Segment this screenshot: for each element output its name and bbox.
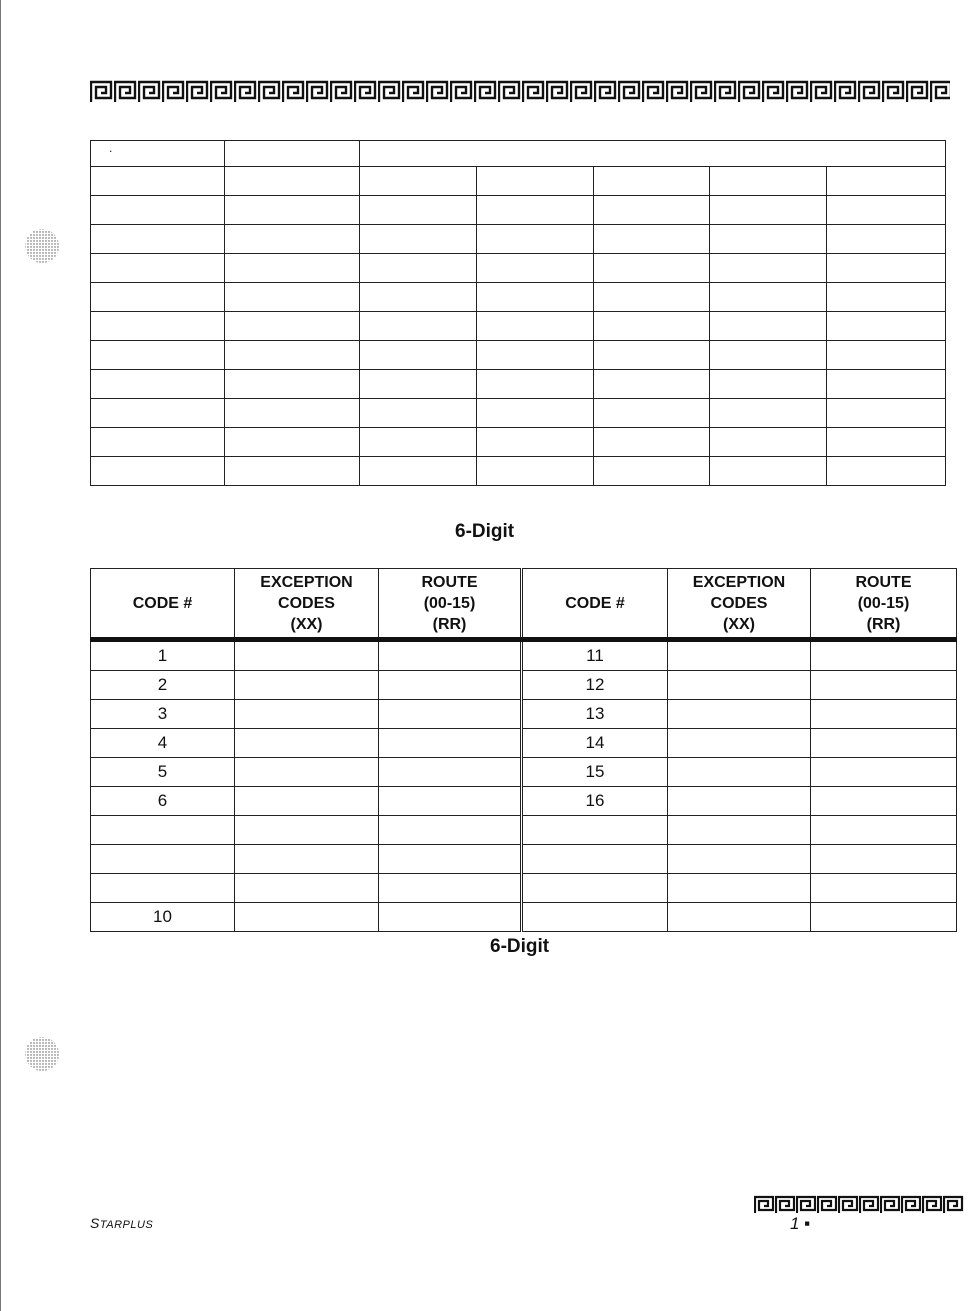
exception-codes-header: EXCEPTION CODES (XX)	[668, 569, 811, 640]
code-number: 15	[522, 758, 668, 787]
code-number: 13	[522, 700, 668, 729]
blank-route-table	[90, 140, 946, 486]
table-row	[91, 640, 957, 671]
exception-code-cell[interactable]	[235, 787, 379, 816]
table-row	[91, 225, 946, 254]
code-number	[91, 874, 235, 903]
exception-code-cell[interactable]	[668, 787, 811, 816]
exception-code-cell[interactable]	[668, 758, 811, 787]
code-number	[522, 816, 668, 845]
table-row	[91, 874, 957, 903]
code-number	[522, 903, 668, 932]
code-header: CODE #	[522, 569, 668, 640]
table-row	[91, 457, 946, 486]
route-cell[interactable]	[379, 787, 522, 816]
exception-code-cell[interactable]	[235, 640, 379, 671]
code-header: CODE #	[91, 569, 235, 640]
table-row	[91, 903, 957, 932]
table-row	[91, 428, 946, 457]
exception-code-cell[interactable]	[235, 874, 379, 903]
page-number: 1 ▪	[790, 1214, 811, 1233]
route-cell[interactable]	[379, 874, 522, 903]
table-row	[91, 729, 957, 758]
greek-key-border	[754, 1195, 964, 1215]
table-row	[91, 671, 957, 700]
exception-code-cell[interactable]	[668, 640, 811, 671]
exception-code-cell[interactable]	[668, 874, 811, 903]
brand-name: STARPLUS	[90, 1215, 154, 1231]
table-row	[91, 399, 946, 428]
binder-hole-icon	[24, 1036, 60, 1072]
code-number: 16	[522, 787, 668, 816]
exception-code-cell[interactable]	[668, 729, 811, 758]
code-number: 12	[522, 671, 668, 700]
route-cell[interactable]	[379, 845, 522, 874]
route-cell[interactable]	[811, 816, 957, 845]
route-cell[interactable]	[379, 640, 522, 671]
code-number: 5	[91, 758, 235, 787]
route-cell[interactable]	[811, 845, 957, 874]
exception-code-cell[interactable]	[668, 903, 811, 932]
route-cell[interactable]	[379, 700, 522, 729]
table-row	[91, 167, 946, 196]
code-number: 2	[91, 671, 235, 700]
table-row	[91, 370, 946, 399]
code-number: 3	[91, 700, 235, 729]
exception-codes-table	[90, 568, 957, 932]
route-cell[interactable]	[379, 758, 522, 787]
route-cell[interactable]	[379, 903, 522, 932]
route-cell[interactable]	[811, 640, 957, 671]
table-row	[91, 787, 957, 816]
code-number: 6	[91, 787, 235, 816]
table-row	[91, 283, 946, 312]
route-cell[interactable]	[379, 671, 522, 700]
code-number	[91, 845, 235, 874]
code-number	[522, 874, 668, 903]
table-row	[91, 845, 957, 874]
table-row	[91, 341, 946, 370]
route-cell[interactable]	[811, 671, 957, 700]
table-header-row	[91, 141, 946, 167]
table-row	[91, 254, 946, 283]
exception-code-cell[interactable]	[235, 671, 379, 700]
route-header: ROUTE (00-15) (RR)	[379, 569, 522, 640]
exception-codes-header: EXCEPTION CODES (XX)	[235, 569, 379, 640]
table-caption: 6-Digit	[455, 521, 515, 542]
route-cell[interactable]	[811, 874, 957, 903]
route-cell[interactable]	[379, 816, 522, 845]
header-cell-span	[360, 141, 946, 167]
exception-code-cell[interactable]	[235, 729, 379, 758]
table-row	[91, 816, 957, 845]
page-edge-rule	[0, 0, 1, 1311]
exception-code-cell[interactable]	[668, 671, 811, 700]
exception-code-cell[interactable]	[235, 903, 379, 932]
code-number: 10	[91, 903, 235, 932]
route-cell[interactable]	[811, 700, 957, 729]
exception-code-cell[interactable]	[235, 816, 379, 845]
table-row	[91, 758, 957, 787]
route-cell[interactable]	[811, 729, 957, 758]
greek-key-border	[90, 80, 950, 104]
exception-code-cell[interactable]	[235, 845, 379, 874]
code-number: 4	[91, 729, 235, 758]
exception-code-cell[interactable]	[668, 700, 811, 729]
exception-code-cell[interactable]	[235, 700, 379, 729]
code-number	[522, 845, 668, 874]
code-number: 14	[522, 729, 668, 758]
table-caption: 6-Digit	[490, 936, 550, 957]
code-number	[91, 816, 235, 845]
exception-code-cell[interactable]	[235, 758, 379, 787]
corner-mark: .	[91, 141, 225, 167]
code-number: 1	[91, 640, 235, 671]
route-cell[interactable]	[379, 729, 522, 758]
binder-hole-icon	[24, 228, 60, 264]
exception-code-cell[interactable]	[668, 845, 811, 874]
code-number: 11	[522, 640, 668, 671]
table-row	[91, 196, 946, 225]
route-cell[interactable]	[811, 787, 957, 816]
exception-code-cell[interactable]	[668, 816, 811, 845]
table-row	[91, 700, 957, 729]
header-cell	[225, 141, 360, 167]
route-cell[interactable]	[811, 758, 957, 787]
table-header-row	[91, 569, 957, 640]
table-row	[91, 312, 946, 341]
route-header: ROUTE (00-15) (RR)	[811, 569, 957, 640]
route-cell[interactable]	[811, 903, 957, 932]
